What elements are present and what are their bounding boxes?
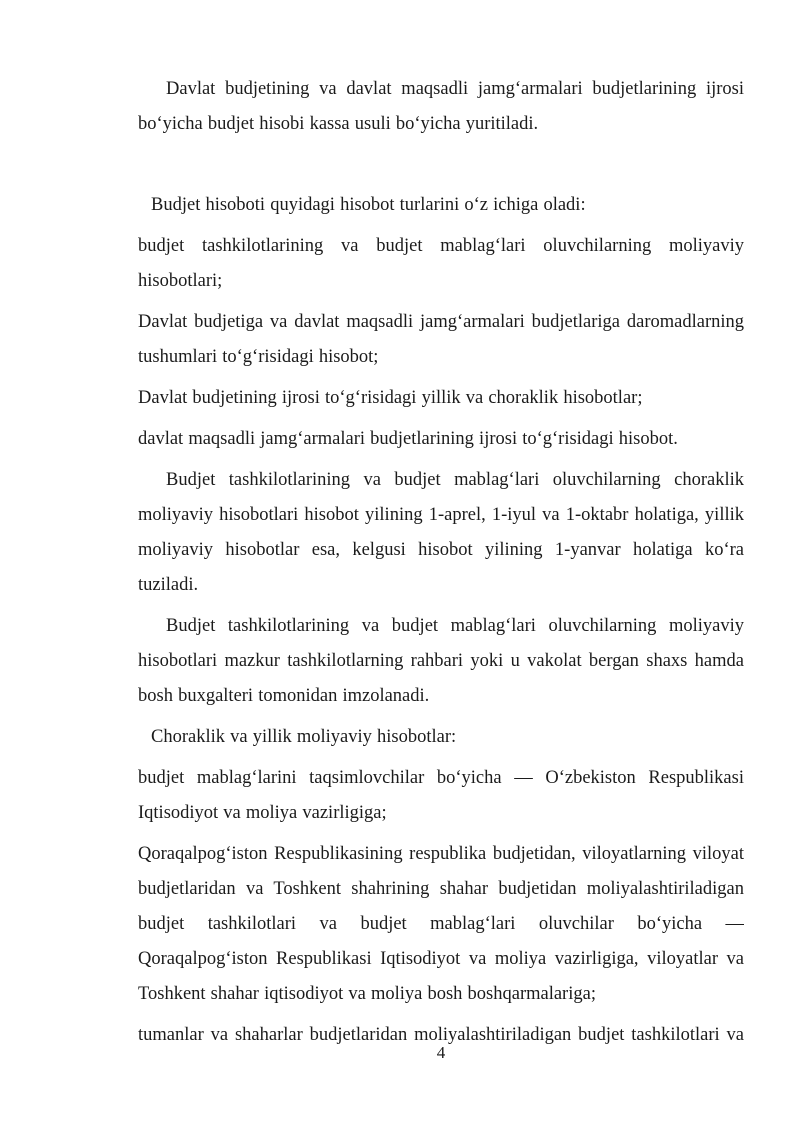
text-line: Budjet hisoboti quyidagi hisobot turlarini oʻz ichiga oladi:	[151, 195, 586, 215]
text-line: Choraklik va yillik moliyaviy hisobotlar:	[151, 727, 457, 747]
text-line: bosh buxgalteri tomonidan imzolanadi.	[138, 686, 430, 706]
paragraph	[138, 305, 744, 375]
text-line: moliyaviy hisobotlari hisobot yilining 1-aprel, 1-iyul va 1-oktabr holatiga, yillik	[138, 505, 744, 525]
text-line: davlat maqsadli jamgʻarmalari budjetlarining ijrosi toʻgʻrisidagi hisobot.	[138, 429, 678, 449]
text-line: Qoraqalpogʻiston Respublikasi Iqtisodiyot va moliya vazirligiga, viloyatlar va	[138, 949, 744, 969]
paragraph	[138, 761, 744, 831]
text-line: budjet mablagʻlarini taqsimlovchilar boʻyicha — Oʻzbekiston Respublikasi	[138, 768, 744, 788]
text-line: boʻyicha budjet hisobi kassa usuli boʻyicha yuritiladi.	[138, 114, 539, 134]
paragraph	[138, 381, 744, 416]
text-line: Davlat budjetining va davlat maqsadli jamgʻarmalari budjetlarining ijrosi	[166, 79, 744, 99]
page-number: 4	[436, 1043, 446, 1062]
text-line: tuziladi.	[138, 575, 199, 595]
paragraph	[138, 229, 744, 299]
text-line: budjet tashkilotlarining va budjet mablagʻlari oluvchilarning moliyaviy	[138, 236, 744, 256]
paragraph	[138, 463, 744, 603]
text-line: tushumlari toʻgʻrisidagi hisobot;	[138, 347, 379, 367]
paragraph	[138, 72, 744, 142]
paragraph	[138, 422, 744, 457]
text-line: budjet tashkilotlari va budjet mablagʻlari oluvchilar boʻyicha —	[138, 914, 744, 934]
paragraph	[138, 188, 744, 223]
document-content	[138, 72, 744, 1059]
text-line: budjetlaridan va Toshkent shahrining shahar budjetidan moliyalashtiriladigan	[138, 879, 744, 899]
text-line: hisobotlari mazkur tashkilotlarning rahbari yoki u vakolat bergan shaxs hamda	[138, 651, 744, 671]
paragraph	[138, 837, 744, 1012]
text-line: hisobotlari;	[138, 271, 223, 291]
text-line: moliyaviy hisobotlar esa, kelgusi hisobot yilining 1-yanvar holatiga koʻra	[138, 540, 744, 560]
text-line: tumanlar va shaharlar budjetlaridan moliyalashtiriladigan budjet tashkilotlari va	[138, 1025, 744, 1045]
text-line: Budjet tashkilotlarining va budjet mablagʻlari oluvchilarning choraklik	[166, 470, 744, 490]
text-line: Davlat budjetiga va davlat maqsadli jamgʻarmalari budjetlariga daromadlarning	[138, 312, 744, 332]
text-line: Iqtisodiyot va moliya vazirligiga;	[138, 803, 387, 823]
text-line: Budjet tashkilotlarining va budjet mablagʻlari oluvchilarning moliyaviy	[166, 616, 744, 636]
text-line: Toshkent shahar iqtisodiyot va moliya bosh boshqarmalariga;	[138, 984, 596, 1004]
paragraph	[138, 720, 744, 755]
text-line: Davlat budjetining ijrosi toʻgʻrisidagi yillik va choraklik hisobotlar;	[138, 388, 643, 408]
paragraph	[138, 609, 744, 714]
text-line: Qoraqalpogʻiston Respublikasining respublika budjetidan, viloyatlarning viloyat	[138, 844, 744, 864]
